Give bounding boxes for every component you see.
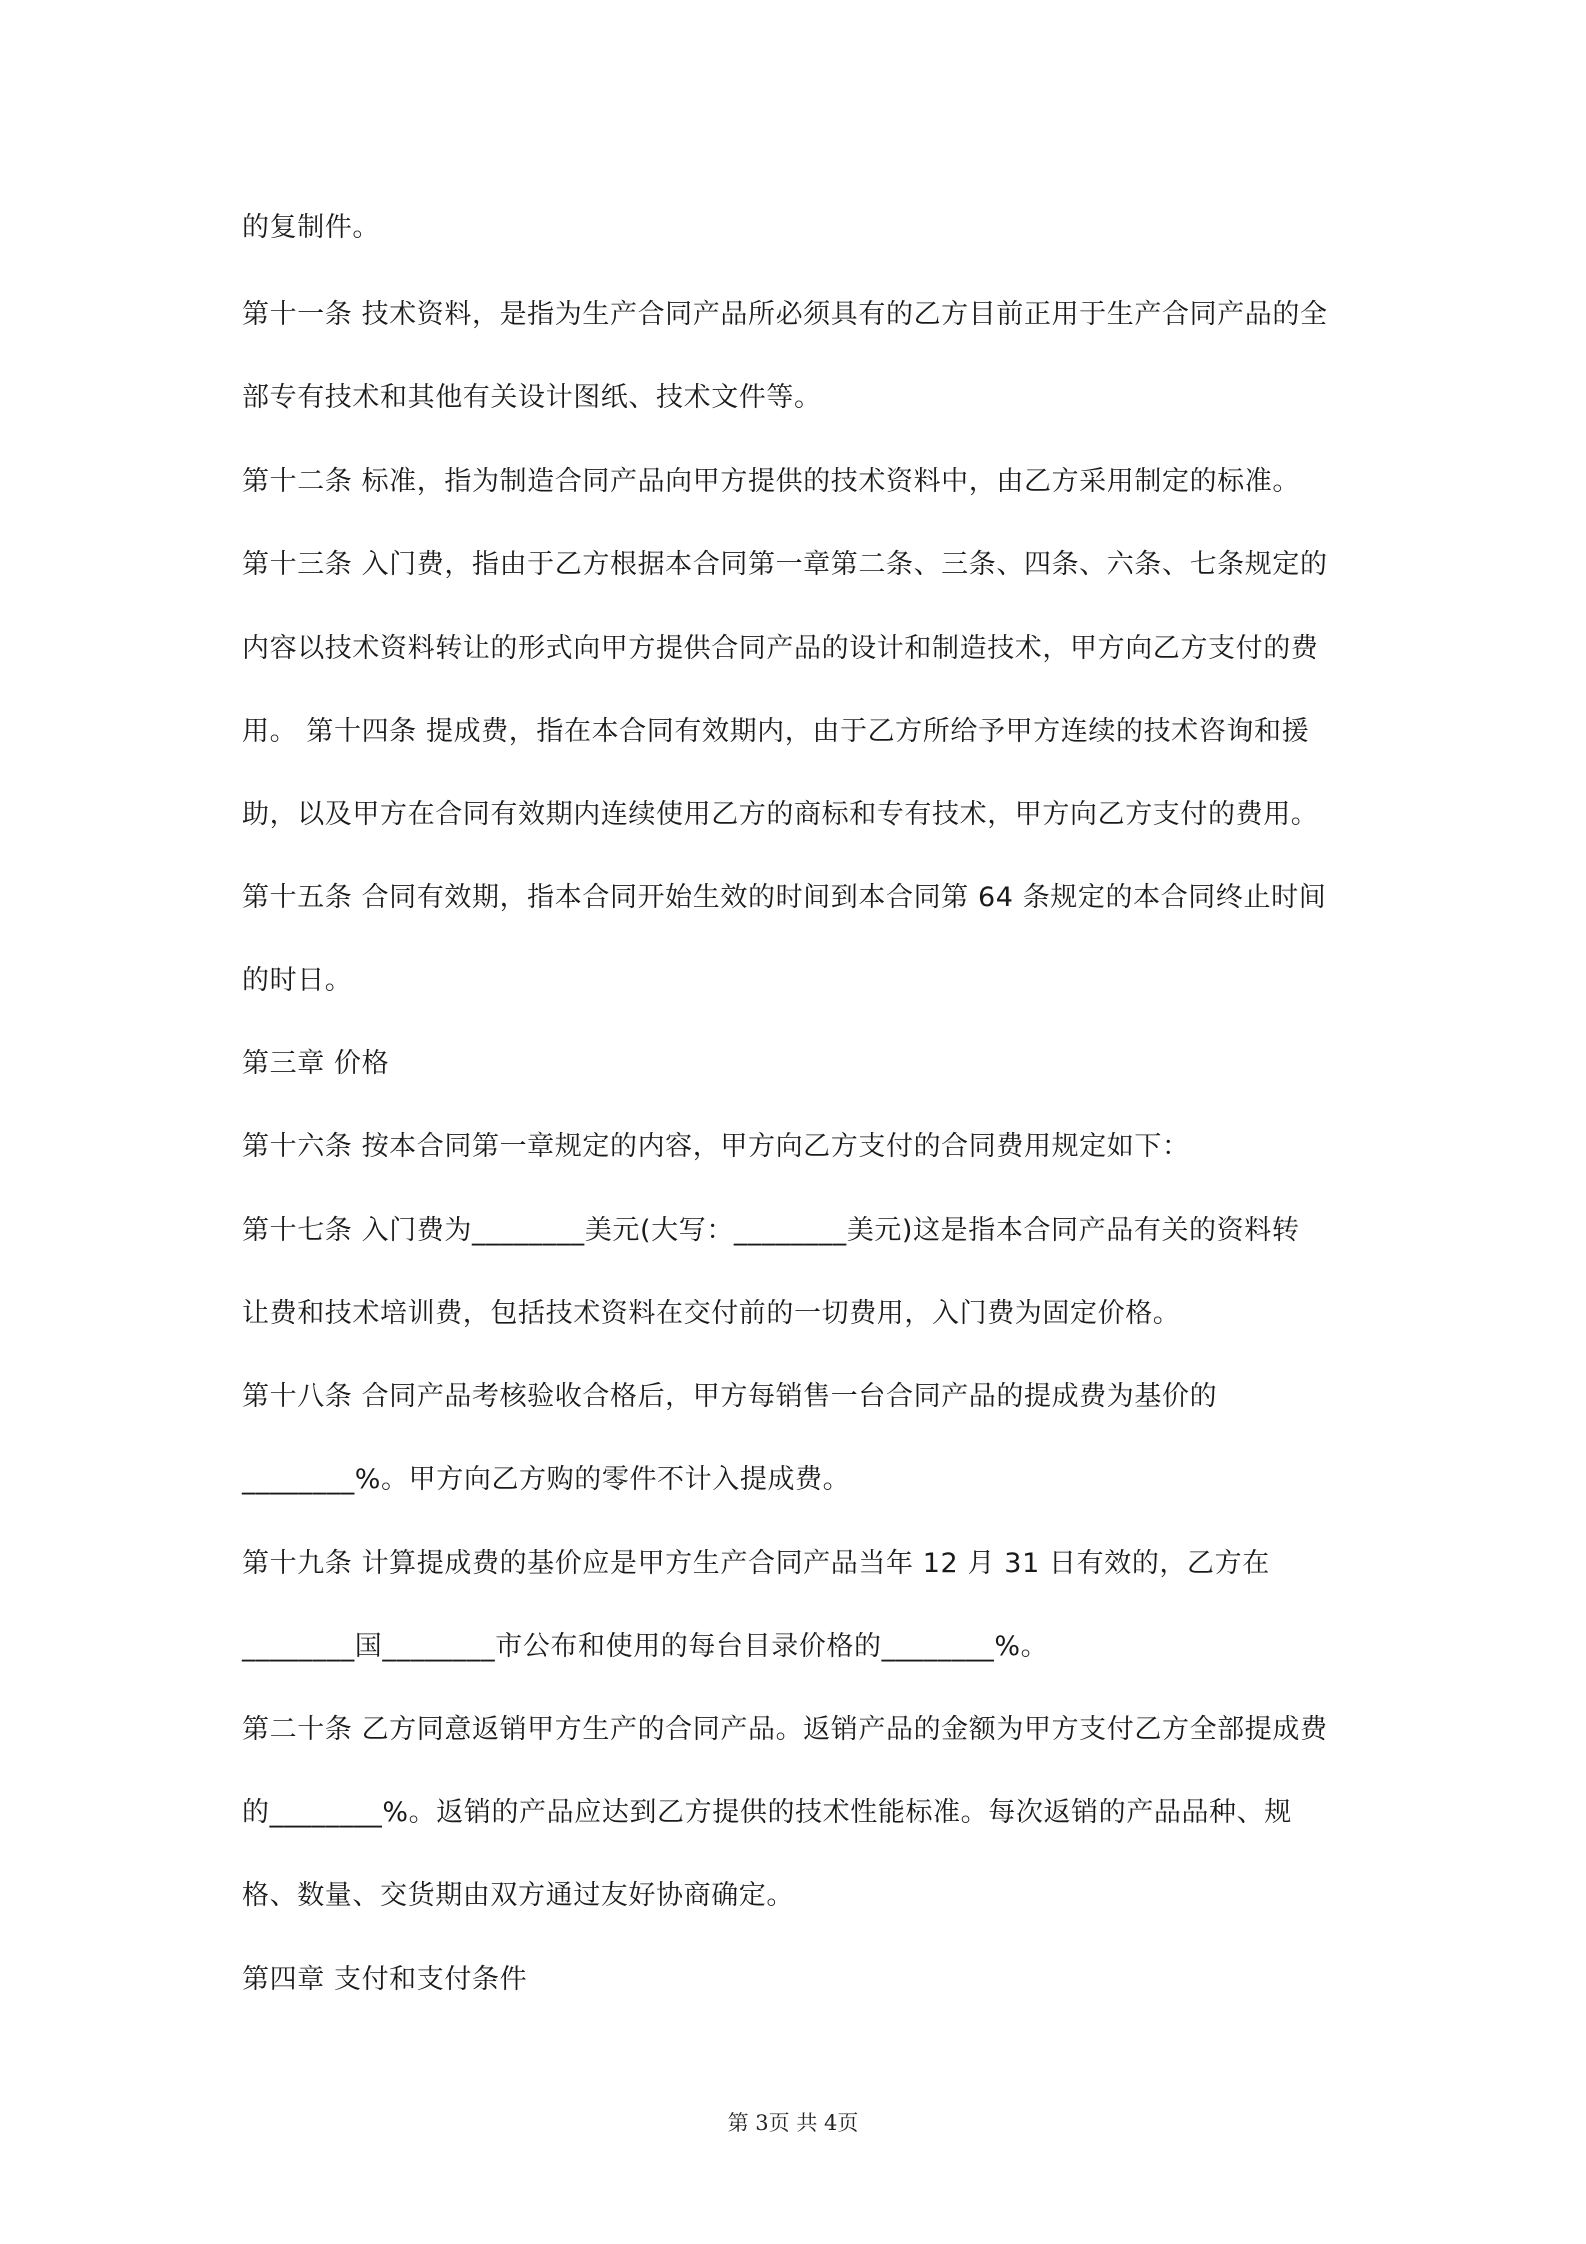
text-line: 助，以及甲方在合同有效期内连续使用乙方的商标和专有技术，甲方向乙方支付的费用。 bbox=[242, 799, 1319, 830]
text-line: 第十七条 入门费为________美元(大写：________美元)这是指本合同产品有关的资料转 bbox=[242, 1215, 1300, 1246]
text-line: 的复制件。 bbox=[242, 212, 380, 243]
text-line: ________%。甲方向乙方购的零件不计入提成费。 bbox=[242, 1464, 851, 1495]
text-line: 的时日。 bbox=[242, 965, 353, 996]
chapter-heading: 第三章 价格 bbox=[242, 1048, 390, 1079]
text-line: 第十二条 标准，指为制造合同产品向甲方提供的技术资料中，由乙方采用制定的标准。 bbox=[242, 466, 1300, 497]
text-line: 用。 第十四条 提成费，指在本合同有效期内，由于乙方所给予甲方连续的技术咨询和援 bbox=[242, 716, 1310, 747]
text-line: 第十五条 合同有效期，指本合同开始生效的时间到本合同第 64 条规定的本合同终止时间 bbox=[242, 882, 1327, 913]
text-line: 第十八条 合同产品考核验收合格后，甲方每销售一台合同产品的提成费为基价的 bbox=[242, 1381, 1218, 1412]
text-line: 第二十条 乙方同意返销甲方生产的合同产品。返销产品的金额为甲方支付乙方全部提成费 bbox=[242, 1714, 1328, 1745]
text-line: 第十一条 技术资料，是指为生产合同产品所必须具有的乙方目前正用于生产合同产品的全 bbox=[242, 299, 1328, 330]
text-line: 内容以技术资料转让的形式向甲方提供合同产品的设计和制造技术，甲方向乙方支付的费 bbox=[242, 633, 1319, 664]
text-line: 让费和技术培训费，包括技术资料在交付前的一切费用，入门费为固定价格。 bbox=[242, 1298, 1181, 1329]
text-line: 第十三条 入门费，指由于乙方根据本合同第一章第二条、三条、四条、六条、七条规定的 bbox=[242, 549, 1328, 580]
text-line: 格、数量、交货期由双方通过友好协商确定。 bbox=[242, 1880, 794, 1911]
text-line: 部专有技术和其他有关设计图纸、技术文件等。 bbox=[242, 382, 822, 413]
text-line: ________国________市公布和使用的每台目录价格的________%。 bbox=[242, 1631, 1049, 1662]
text-line: 第十九条 计算提成费的基价应是甲方生产合同产品当年 12 月 31 日有效的，乙方在 bbox=[242, 1548, 1270, 1579]
text-line: 第十六条 按本合同第一章规定的内容，甲方向乙方支付的合同费用规定如下： bbox=[242, 1131, 1190, 1162]
page-number-footer: 第 3页 共 4页 bbox=[727, 2111, 859, 2135]
chapter-heading: 第四章 支付和支付条件 bbox=[242, 1964, 528, 1995]
text-line: 的________%。返销的产品应达到乙方提供的技术性能标准。每次返销的产品品种、规 bbox=[242, 1797, 1292, 1828]
